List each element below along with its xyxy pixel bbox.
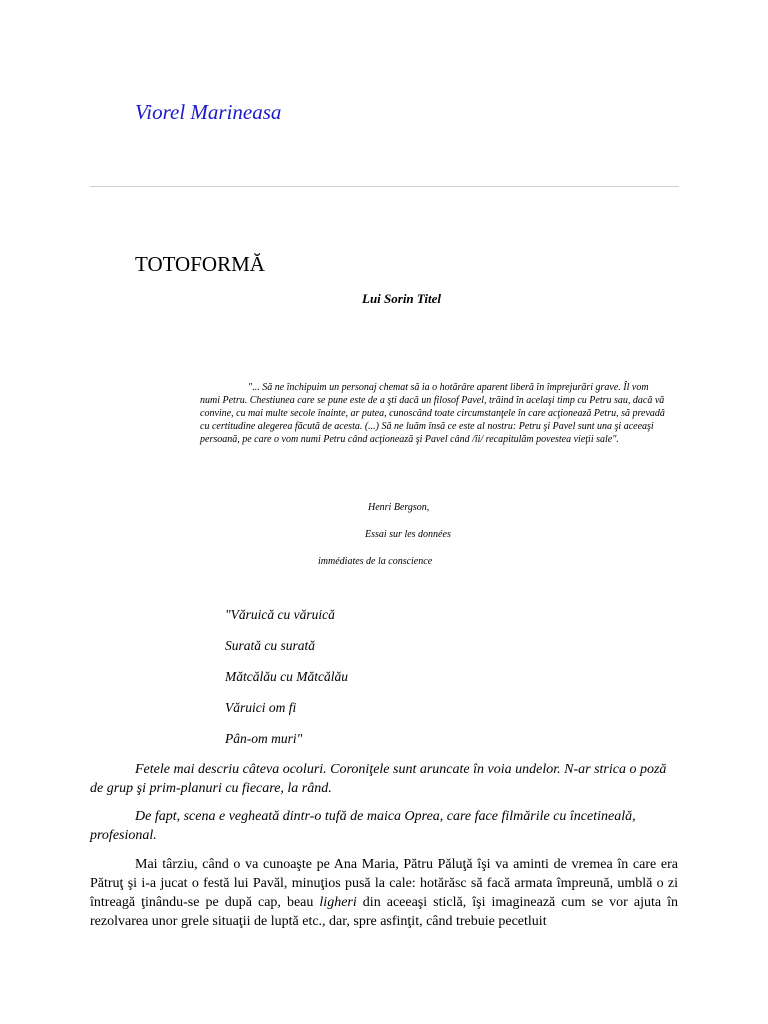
dedication: Lui Sorin Titel xyxy=(362,291,441,306)
paragraph-3-emphasis: ligheri xyxy=(319,895,357,910)
paragraph-1: Fetele mai descriu câteva ocoluri. Coroniţele sunt aruncate în voia undelor. N-ar strica o poză de grup şi prim-planuri cu fiecare, la rând. xyxy=(90,762,667,796)
verse-line: Surată cu surată xyxy=(225,638,316,653)
verse-line: Văruici om fi xyxy=(225,700,297,715)
paragraph-3-text-b: din aceeaşi sticlă, îşi imaginează cum se vor ajuta în rezolvarea unor grele situaţii de luptă etc., dar, spre asfinţit, când trebuie pecetluit xyxy=(90,895,678,929)
epigraph-author: Henri Bergson, xyxy=(368,502,430,513)
epigraph-quote: "... Să ne închipuim un personaj chemat să ia o hotărâre aparent liberă în împrejurări grave. Îl vom numi Petru. Chestiunea care se pune este de a şti dacă un filosof Pavel, trăind în acelaşi timp cu Petru sau, dacă vă convine, cu mai multe secole înainte, ar putea, cunoscând toate circumstanţele în care acţionează Petru, să prevadă cu certitudine alegerea făcută de acesta. (...) Să ne luăm însă ce este al nostru: Petru şi Pavel sunt una şi aceeaşi persoană, pe care o vom numi Petru când acţionează şi Pavel când /îi/ recapitulăm povestea vieţii sale". xyxy=(200,382,665,445)
epigraph-work-line-1: Essai sur les données xyxy=(365,529,451,540)
verse-line: "Văruică cu văruică xyxy=(225,607,335,622)
paragraph-3 xyxy=(90,855,678,931)
verse-line: Pân-om muri" xyxy=(225,731,303,746)
paragraph-2: De fapt, scena e vegheată dintr-o tufă de maica Oprea, care face filmările cu încetineală, profesional. xyxy=(90,809,636,843)
verse-line: Mătcălău cu Mătcălău xyxy=(225,669,348,684)
epigraph-work-line-2: immédiates de la conscience xyxy=(318,556,433,567)
page-title: TOTOFORMĂ xyxy=(135,252,265,276)
author-name: Viorel Marineasa xyxy=(135,100,282,124)
paragraph-3-text-a: Mai târziu, când o va cunoaşte pe Ana Maria, Pătru Păluţă îşi va aminti de vremea în care era Pătruţ şi i-a jucat o festă lui Pavăl, minuţios pusă la cale: hotărăsc să facă armata împreună, umblă o zi întreagă ţinându-se pe după cap, beau xyxy=(90,857,678,910)
horizontal-divider xyxy=(90,186,679,187)
